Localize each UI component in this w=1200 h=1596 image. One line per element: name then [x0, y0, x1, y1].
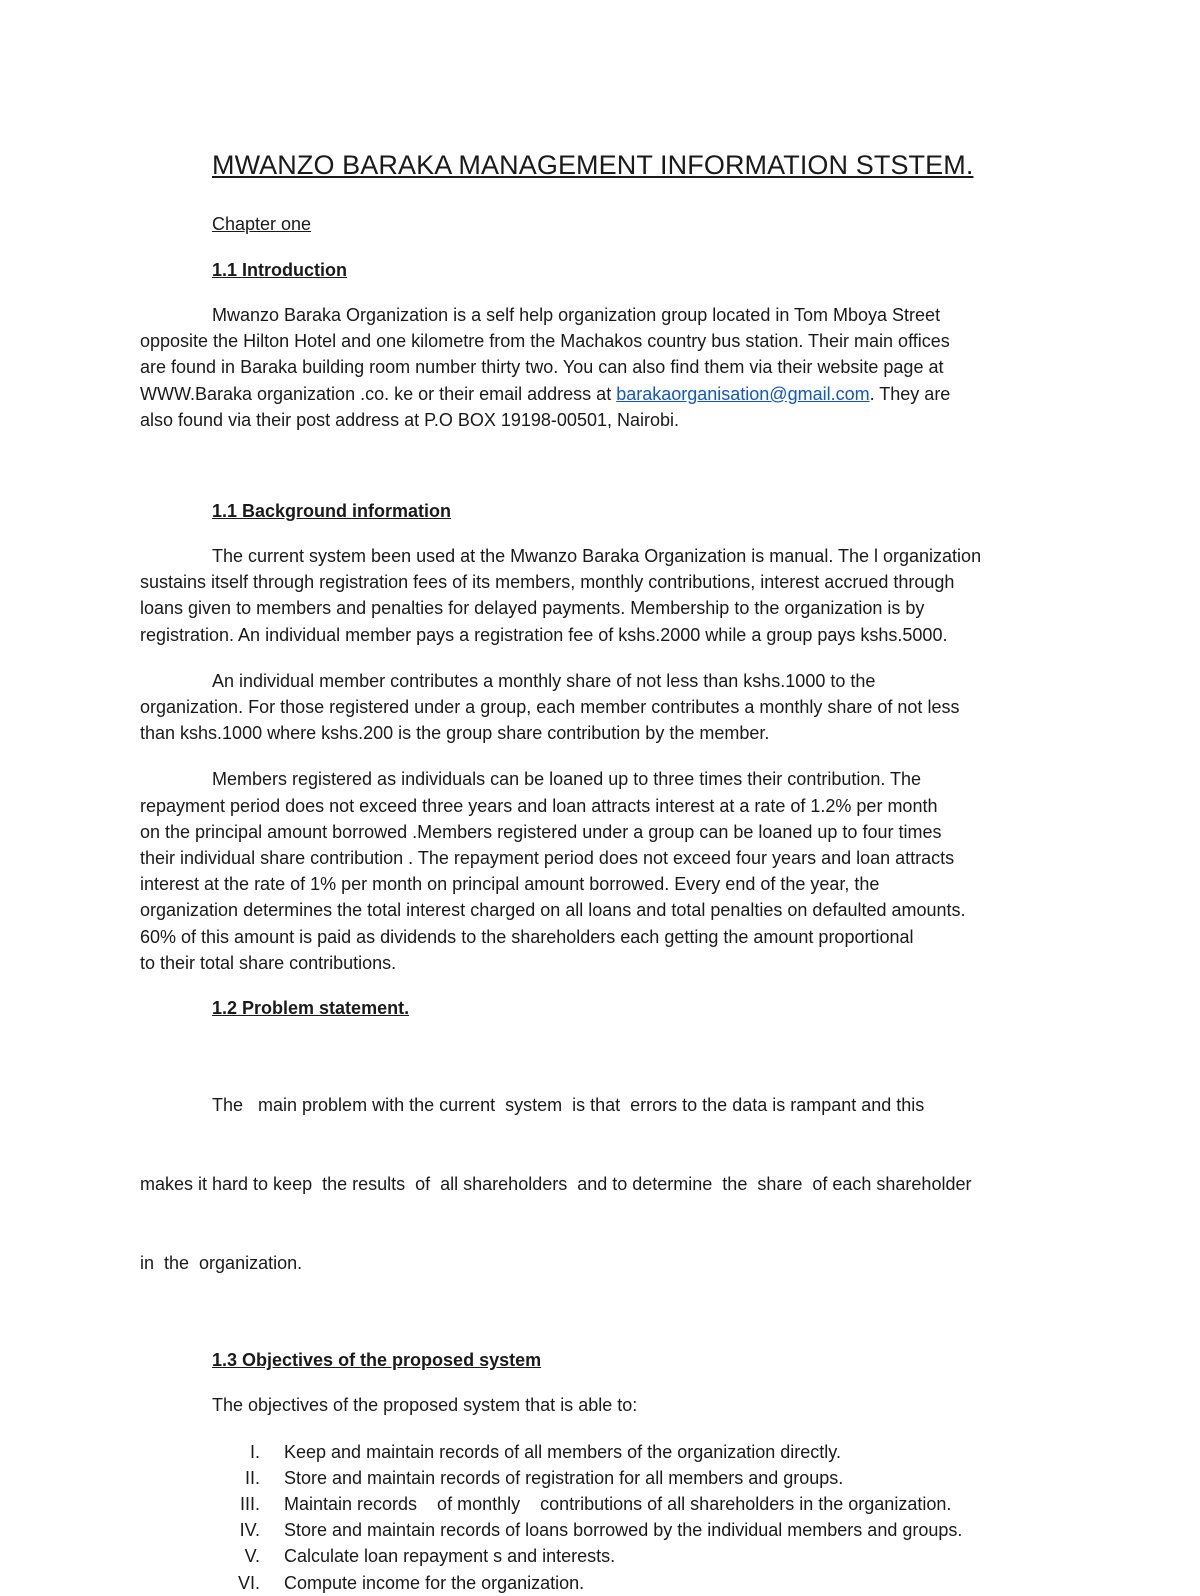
list-item-number: II. — [244, 1467, 260, 1488]
background-paragraph — [140, 668, 1070, 747]
list-item-number: V. — [244, 1546, 260, 1567]
list-item-text: Store and maintain records of registration for all members and groups. — [284, 1467, 844, 1488]
background-line: sustains itself through registration fees of its members, monthly contributions, interest accrued through — [140, 572, 955, 593]
background-line: their individual share contribution . The repayment period does not exceed four years and loan attracts — [140, 848, 955, 869]
intro-line: also found via their post address at P.O BOX 19198-00501, Nairobi. — [140, 409, 679, 430]
problem-line: makes it hard to keep the results of all shareholders and to determine the share of each shareholder — [140, 1174, 972, 1195]
background-line: interest at the rate of 1% per month on principal amount borrowed. Every end of the year, the — [140, 874, 880, 895]
problem-paragraph — [140, 1040, 1070, 1328]
problem-line: in the organization. — [140, 1252, 303, 1273]
list-item — [140, 1517, 1070, 1543]
background-line: The current system been used at the Mwanzo Baraka Organization is manual. The l organization — [212, 546, 982, 567]
intro-line-text: . They are — [869, 383, 951, 404]
intro-line-text: WWW.Baraka organization .co. ke or their email address at — [140, 383, 617, 404]
background-line: Members registered as individuals can be loaned up to three times their contribution. The — [212, 769, 922, 790]
intro-heading: 1.1 Introduction — [212, 260, 347, 280]
email-link[interactable]: barakaorganisation@gmail.com — [616, 383, 870, 404]
problem-line: The main problem with the current system is that errors to the data is rampant and this — [212, 1095, 925, 1116]
list-item — [140, 1491, 1070, 1517]
background-paragraph — [140, 543, 1070, 648]
list-item-text: Compute income for the organization. — [284, 1572, 585, 1593]
background-line: An individual member contributes a monthly share of not less than kshs.1000 to the — [212, 670, 876, 691]
document-title: MWANZO BARAKA MANAGEMENT INFORMATION STSTEM. — [212, 150, 974, 180]
background-line: 60% of this amount is paid as dividends to the shareholders each getting the amount proportional — [140, 926, 914, 947]
list-item-number: III. — [239, 1493, 260, 1514]
background-line: organization determines the total interest charged on all loans and total penalties on defaulted amounts. — [140, 900, 966, 921]
list-item-text: Calculate loan repayment s and interests. — [284, 1546, 616, 1567]
background-line: registration. An individual member pays a registration fee of kshs.2000 while a group pays kshs.5000. — [140, 624, 948, 645]
background-paragraph — [140, 766, 1070, 976]
intro-line: opposite the Hilton Hotel and one kilometre from the Machakos country bus station. Their main offices — [140, 331, 950, 352]
background-heading: 1.1 Background information — [212, 501, 452, 522]
background-line: organization. For those registered under a group, each member contributes a monthly share of not less — [140, 697, 960, 718]
list-item — [140, 1439, 1070, 1465]
objectives-intro-line: The objectives of the proposed system that is able to: — [212, 1395, 638, 1416]
intro-paragraph — [140, 302, 1070, 433]
problem-heading: 1.2 Problem statement. — [212, 998, 410, 1019]
background-line: than kshs.1000 where kshs.200 is the group share contribution by the member. — [140, 723, 770, 744]
intro-line — [140, 381, 1070, 407]
background-line: to their total share contributions. — [140, 952, 397, 973]
list-item — [140, 1543, 1070, 1569]
intro-line: Mwanzo Baraka Organization is a self help organization group located in Tom Mboya Street — [212, 305, 941, 325]
list-item-number: IV. — [239, 1520, 260, 1541]
list-item — [140, 1465, 1070, 1491]
list-item-text: Keep and maintain records of all members of the organization directly. — [284, 1441, 841, 1462]
background-line: on the principal amount borrowed .Members registered under a group can be loaned up to four times — [140, 821, 942, 842]
background-line: repayment period does not exceed three years and loan attracts interest at a rate of 1.2% per month — [140, 795, 938, 816]
document-page — [140, 140, 1070, 1596]
list-item-text: Store and maintain records of loans borrowed by the individual members and groups. — [284, 1520, 963, 1541]
objectives-intro — [140, 1392, 1070, 1418]
list-item-number: VI. — [237, 1572, 260, 1593]
background-line: loans given to members and penalties for delayed payments. Membership to the organization is by — [140, 598, 925, 619]
chapter-heading: Chapter one — [212, 214, 312, 234]
objectives-list — [140, 1439, 1070, 1596]
list-item — [140, 1570, 1070, 1596]
intro-line: are found in Baraka building room number thirty two. You can also find them via their website page at — [140, 357, 944, 378]
list-item-number: I. — [249, 1441, 260, 1462]
objectives-heading: 1.3 Objectives of the proposed system — [212, 1350, 542, 1371]
list-item-text: Maintain records of monthly contributions of all shareholders in the organization. — [284, 1493, 952, 1514]
